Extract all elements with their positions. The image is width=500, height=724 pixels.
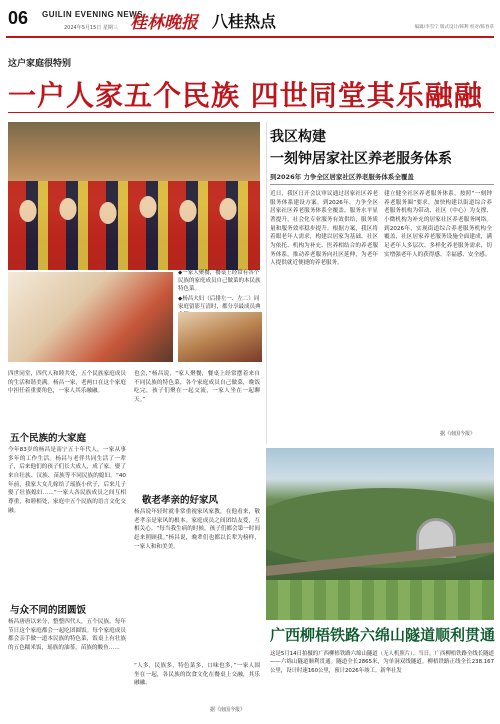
article-section-2: 杨昌说年轻时就非常重视家风家教，在他看来，敬老孝亲是家风的根本。家庭成员之间团结友爱，互相关心。“每当我生病的时候，孩子们都会第一时间赶来照顾我。”杨昌说，晚辈们也都以长辈为榜样，一家人和和美美。 xyxy=(134,509,260,550)
story-kicker: 这户家庭很特别 xyxy=(8,59,72,69)
side-story-headline: 一刻钟居家社区养老服务体系 xyxy=(270,151,452,167)
side-story-divider xyxy=(270,184,494,185)
photo-caption-couple: ◆杨昌夫妇（后排左一、左二）同家庭留影互清时，都分享最成员典 xyxy=(178,296,261,310)
family-members-image xyxy=(8,181,260,270)
rail-story-headline: 广西柳梧铁路六绵山隧道顺利贯通 xyxy=(270,626,496,644)
brand-logo: 桂林晚报 xyxy=(130,13,198,33)
header-divider xyxy=(6,36,494,38)
subhead-family-values: 敬老孝亲的好家风 xyxy=(142,495,219,506)
article-lead-col1: 四世同堂，四代人和睦共处，五个民族家庭成员的生活和谐美满。杨昌一家，老两口在这个家庭中担任着重要角色，一家人其乐融融。 xyxy=(8,371,126,395)
photo-caption-dinner: ◆一家人聚餐，餐桌上经常有各个民族的家庭成员自己做菜的本民族特色菜。 xyxy=(178,270,261,292)
railway-tunnel-photo xyxy=(266,448,494,620)
article-source: 据《南国今报》 xyxy=(210,707,246,713)
page-number: 06 xyxy=(8,8,29,28)
story-headline: 一户人家五个民族 四世同堂其乐融融 xyxy=(8,79,483,112)
section-title: 八桂热点 xyxy=(212,12,277,31)
rail-story-text: 这是5月14日拍摄的广西柳梧铁路六绵山隧道（无人机照片）。当日，广西柳梧铁路全线长隧道——六绵山隧道顺利贯通。隧道全长2865米，为单洞双线隧道。柳梧铁路正线全长238.167公里，设计时速160公里，预计2026年竣工。新华社发 xyxy=(270,651,494,674)
side-story-col1: 近日，我区日开会议审议通过居家社区养老服务体系建设方案。到2026年，力争全区居家社区养老服务体系全覆盖，服务水平显著提升，社会化专业服务有效供给，服务质量和服务效率稳步提升。根据方案，我区将着眼老年人需求，构建以居家为基础、社区为依托、机构为补充、医养相结合的养老服务体系，推动养老服务向社区延伸，为老年人提供就近便捷的养老服务。 xyxy=(270,191,378,267)
subhead-reunion-dinner: 与众不同的团圆饭 xyxy=(10,605,87,616)
headline-divider xyxy=(8,112,494,113)
masthead xyxy=(0,0,500,38)
article-section-1: 今年83岁的杨昌是南宁五十年代人，一家从事多年的工作生活。杨昌与老伴共同生活了一辈子，后来他们的孩子们长大成人，成了家，娶了来自壮族、汉族、苗族等不同民族的媳妇。“40年前，我家大女儿嫁给了瑶族小伙子，后来儿子娶了壮族媳妇……”一家人各民族成员之间互相尊重，和睦相处，家庭中五个民族的语言文化交融。 xyxy=(8,447,126,514)
publication-date: 2024年5月15日 星期三 xyxy=(64,25,118,31)
subhead-five-ethnic: 五个民族的大家庭 xyxy=(10,433,87,444)
couple-photo xyxy=(178,312,262,362)
family-photo xyxy=(8,122,260,270)
article-section-4: “人多，民族多，特色菜多，口味也多，”一家人围坐在一起，各民族的饮食文化在餐桌上交融，其乐融融。 xyxy=(134,663,260,687)
side-story-col2: 建立健全社区养老服务体系，按照“一刻钟养老服务圈”要求，加快构建以街道综合养老服务机构为带动、社区（中心）为支撑、小微机构为补充的居家社区养老服务网络。到2026年，实现街道综合养老服务机构全覆盖，社区居家养老服务设施全面建成，满足老年人多层次、多样化养老服务需求，切实增强老年人的获得感、幸福感、安全感。 xyxy=(384,191,492,258)
article-lead-col2: 也会，”杨昌说，“家人聚餐，餐桌上经常摆着来自不同民族的特色菜，各个家庭成员自己做菜，晚饭吃完，孩子们聚在一起交流，一家人坐在一起聊天。” xyxy=(134,371,260,403)
family-dinner-photo xyxy=(8,272,173,362)
editor-info: 编辑/李雪宁 版式设计/韩利 校对/陈春草 xyxy=(414,25,494,30)
side-story-kicker: 我区构建 xyxy=(270,129,326,145)
paper-name: GUILIN EVENING NEWS xyxy=(42,10,144,19)
farm-field xyxy=(266,580,494,620)
article-section-3: 杨昌唐唐以来分，整整四代人，五个民族，每年节日这个家庭都会一起吃团圆饭。每个家庭成员都会亲手做一道本民族的特色菜，饭桌上有壮族的五色糯米饭，瑶族的油茶，苗族的酸鱼…… xyxy=(8,619,126,651)
side-story-source: 据《南国今报》 xyxy=(440,431,476,437)
side-story-subhead: 到2026年 力争全区居家社区养老服务体系全覆盖 xyxy=(270,173,414,181)
